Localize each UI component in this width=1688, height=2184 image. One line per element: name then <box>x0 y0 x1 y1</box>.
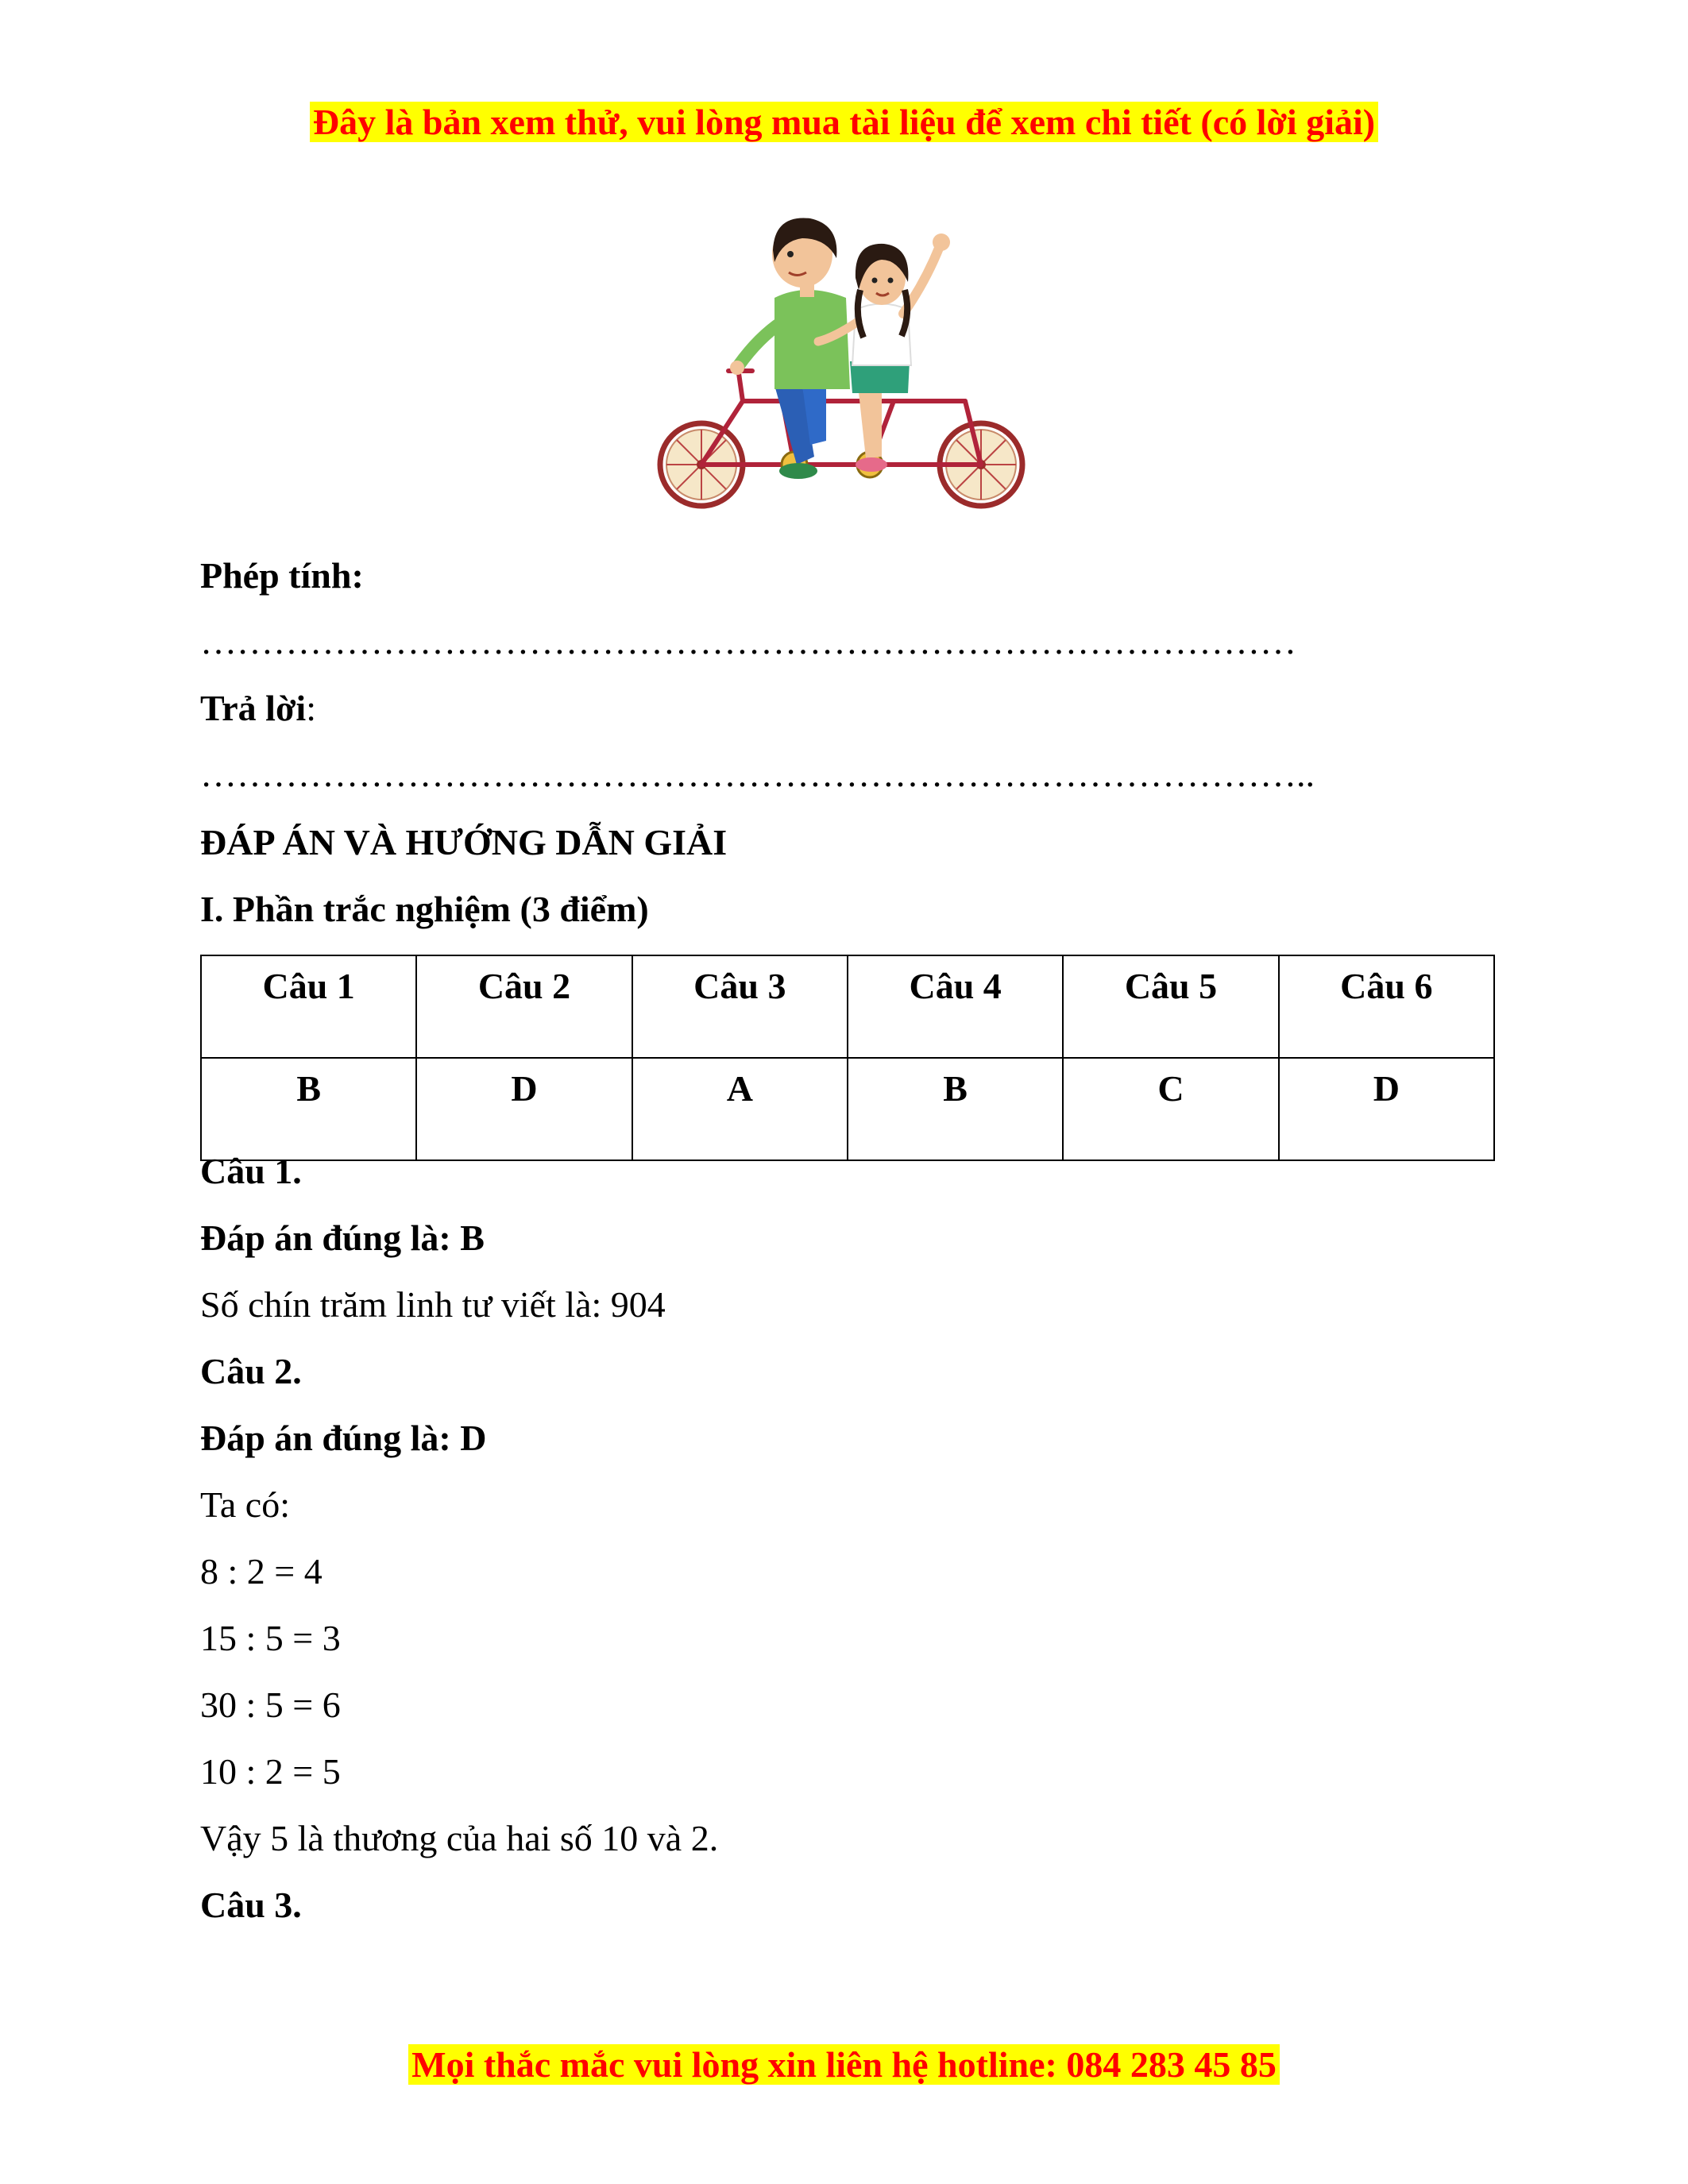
q2-line: 15 : 5 = 3 <box>200 1618 341 1658</box>
answer-label: Trả lời <box>200 688 307 728</box>
table-answer-cell: D <box>416 1058 632 1160</box>
table-row <box>201 1058 1494 1160</box>
part-title: I. Phần trắc nghiệm (3 điểm) <box>200 889 649 929</box>
q1-explanation: Số chín trăm linh tư viết là: 904 <box>200 1284 666 1325</box>
hotline-text: Mọi thắc mắc vui lòng xin liên hệ hotline: 084 283 45 85 <box>408 2044 1280 2085</box>
table-answer-cell: B <box>848 1058 1063 1160</box>
table-header-cell: Câu 2 <box>416 955 632 1058</box>
calc-label: Phép tính: <box>200 555 364 596</box>
preview-notice-text: Đây là bản xem thử, vui lòng mua tài liệu để xem chi tiết (có lời giải) <box>310 102 1378 142</box>
q3-title: Câu 3. <box>200 1885 302 1925</box>
q2-line: 30 : 5 = 6 <box>200 1684 341 1725</box>
table-answer-cell: C <box>1063 1058 1278 1160</box>
solution-heading: ĐÁP ÁN VÀ HƯỚNG DẪN GIẢI <box>200 822 728 862</box>
table-header-cell: Câu 6 <box>1279 955 1494 1058</box>
q2-line: 10 : 2 = 5 <box>200 1751 341 1792</box>
answer-colon: : <box>306 688 316 728</box>
hotline-banner <box>0 2043 1688 2087</box>
q2-line: Ta có: <box>200 1484 291 1525</box>
q2-line: Vậy 5 là thương của hai số 10 và 2. <box>200 1818 719 1858</box>
table-answer-cell: A <box>632 1058 848 1160</box>
table-header-cell: Câu 3 <box>632 955 848 1058</box>
q2-title: Câu 2. <box>200 1351 302 1391</box>
table-header-row <box>201 955 1494 1058</box>
q1-answer: Đáp án đúng là: B <box>200 1217 485 1258</box>
table-header-cell: Câu 5 <box>1063 955 1278 1058</box>
boy-rider-icon <box>730 218 850 480</box>
table-answer-cell: D <box>1279 1058 1494 1160</box>
calc-dotted-line: ……………………………………………………………………………… <box>200 621 1296 662</box>
answer-line <box>200 686 316 731</box>
tandem-bicycle-illustration <box>655 203 1037 512</box>
q1-title: Câu 1. <box>200 1151 302 1191</box>
table-answer-cell: B <box>201 1058 416 1160</box>
table-header-cell: Câu 4 <box>848 955 1063 1058</box>
q2-line: 8 : 2 = 4 <box>200 1551 323 1592</box>
answer-table <box>200 955 1495 1161</box>
preview-notice-banner <box>0 100 1688 145</box>
answer-dotted-line: ……………………………………………………………………………….. <box>200 754 1315 794</box>
table-header-cell: Câu 1 <box>201 955 416 1058</box>
q2-answer: Đáp án đúng là: D <box>200 1418 487 1458</box>
